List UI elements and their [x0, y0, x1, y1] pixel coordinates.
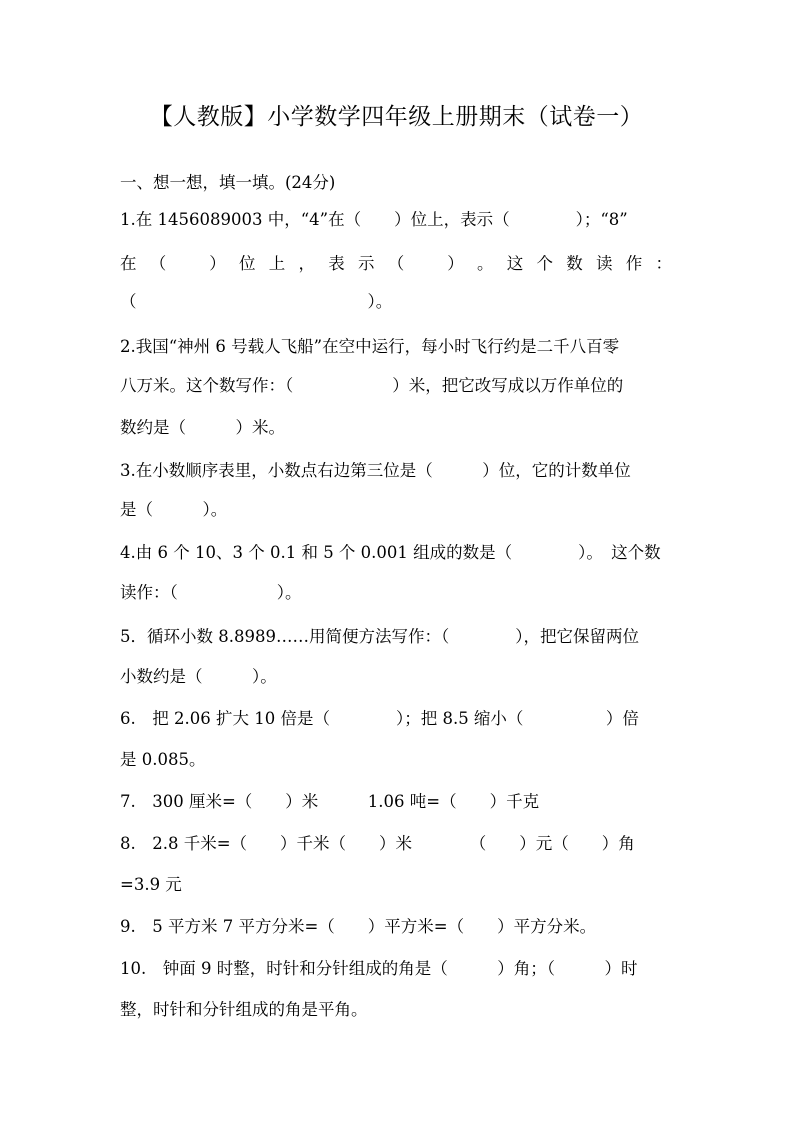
question-3-line-1: 3.在小数顺序表里，小数点右边第三位是（ ）位，它的计数单位	[120, 461, 631, 480]
question-2-line-3: 数约是（ ）米。	[120, 418, 285, 437]
question-1-line-2-char: 上	[268, 254, 286, 273]
question-1-line-2-char: 表	[328, 254, 345, 273]
question-8-line-1: 8. 2.8 千米=（ ）千米（ ）米 （ ）元（ ）角	[120, 834, 635, 853]
question-1-line-2-char: ，	[298, 254, 315, 273]
question-1-line-2-char: 在	[120, 254, 137, 273]
question-4-line-1: 4.由 6 个 10、3 个 0.1 和 5 个 0.001 组成的数是（ ）。 这个数	[120, 543, 661, 562]
question-1-line-2-char	[180, 253, 197, 275]
question-1-line-2	[120, 253, 672, 275]
question-1-line-2-char: 示	[358, 254, 375, 273]
question-7-line-1: 7. 300 厘米=（ ）米 1.06 吨=（ ）千克	[120, 792, 540, 811]
question-2-line-1: 2.我国“神州 6 号载人飞船”在空中运行，每小时飞行约是二千八百零	[120, 337, 620, 356]
question-1-line-2-char: 读	[596, 254, 613, 273]
question-1-line-2-char: ）	[209, 254, 226, 273]
question-1-line-2-char: 这	[506, 254, 524, 273]
question-5-line-1: 5．循环小数 8.8989……用简便方法写作：（ ），把它保留两位	[120, 627, 639, 646]
question-1-line-3: （ ）。	[120, 292, 393, 311]
question-6-line-2: 是 0.085。	[120, 750, 206, 769]
question-1-line-2-char: 数	[566, 254, 583, 273]
document-title: 【人教版】小学数学四年级上册期末（试卷一）	[149, 104, 644, 130]
question-1-line-2-char: ）	[447, 254, 464, 273]
question-2-line-2: 八万米。这个数写作：（ ）米，把它改写成以万作单位的	[120, 376, 624, 395]
question-5-line-2: 小数约是（ ）。	[120, 667, 277, 686]
question-1-line-2-char: 个	[536, 254, 553, 273]
question-10-line-2: 整，时针和分针组成的角是平角。	[120, 1000, 368, 1019]
question-1-line-2-char: 位	[239, 254, 256, 273]
question-1-line-2-char: （	[149, 254, 167, 273]
question-1-line-1: 1.在 1456089003 中，“4”在（ ）位上，表示（ ）；“8”	[120, 210, 628, 229]
question-10-line-1: 10. 钟面 9 时整，时针和分针组成的角是（ ）角；（ ）时	[120, 959, 638, 978]
question-3-line-2: 是（ ）。	[120, 500, 228, 519]
question-1-line-2-char: 作	[625, 254, 643, 273]
question-1-line-2-char: 。	[477, 254, 494, 273]
question-6-line-1: 6. 把 2.06 扩大 10 倍是（ ）；把 8.5 缩小（ ）倍	[120, 709, 639, 728]
section-heading: 一、想一想，填一填。(24分)	[120, 173, 336, 192]
question-4-line-2: 读作：（ ）。	[120, 583, 302, 602]
question-1-line-2-char: （	[387, 254, 405, 273]
question-8-line-2: =3.9 元	[120, 875, 182, 894]
question-1-line-2-char: ：	[655, 254, 672, 273]
question-9-line-1: 9. 5 平方米 7 平方分米=（ ）平方米=（ ）平方分米。	[120, 917, 597, 936]
question-1-line-2-char	[418, 253, 435, 275]
